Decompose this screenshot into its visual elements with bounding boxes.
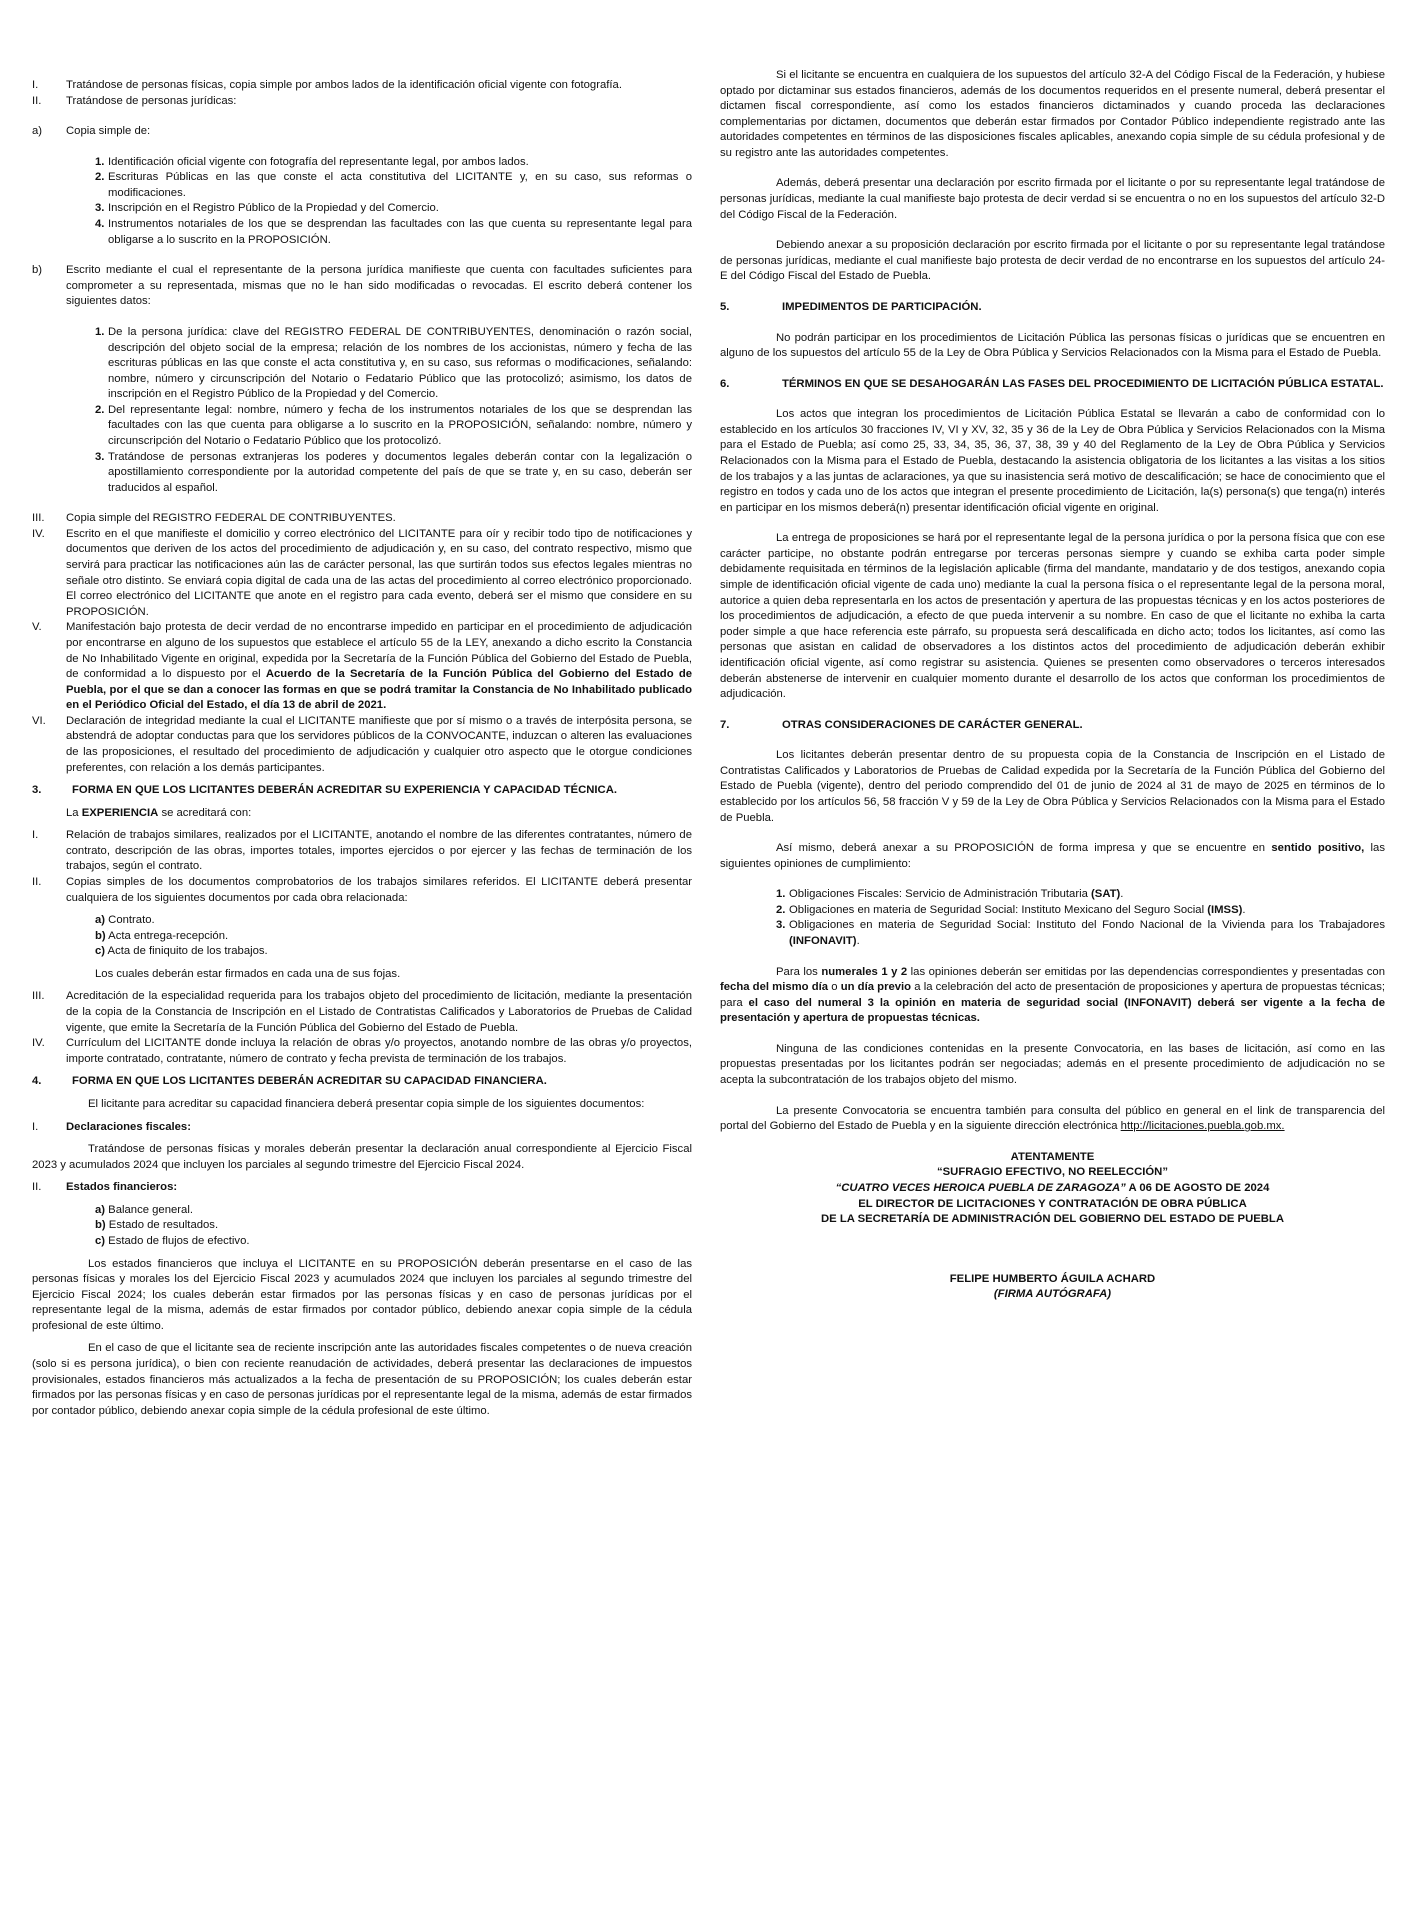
s7-paragraph-2: Así mismo, deberá anexar a su PROPOSICIÓN de forma impresa y que se encuentre en sentido positivo, las siguientes opiniones de cumplimiento: xyxy=(720,842,1385,870)
s4-item-II: II. Estados financieros: xyxy=(32,1181,178,1194)
list-item: 3. Inscripción en el Registro Público de la Propiedad y del Comercio. xyxy=(95,202,439,215)
item-b: b) Escrito mediante el cual el representante de la persona jurídica manifieste que cuenta con facultades suficientes para comprometer a su representada, mismas que no le han sido modificadas o revocadas. El escrito deberá contener los siguientes datos: xyxy=(32,264,692,308)
list-item: 4. Instrumentos notariales de los que se desprendan las facultades con las que cuenta su representante legal para obligarse a lo suscrito en la PROPOSICIÓN. xyxy=(95,218,692,246)
section-3-heading: 3. FORMA EN QUE LOS LICITANTES DEBERÁN ACREDITAR SU EXPERIENCIA Y CAPACIDAD TÉCNICA. xyxy=(32,784,618,797)
left-column xyxy=(32,78,692,1419)
motto: “SUFRAGIO EFECTIVO, NO REELECCIÓN” xyxy=(937,1166,1168,1179)
section-4-heading: 4. FORMA EN QUE LOS LICITANTES DEBERÁN ACREDITAR SU CAPACIDAD FINANCIERA. xyxy=(32,1075,547,1088)
list-item: c) Estado de flujos de efectivo. xyxy=(95,1235,250,1247)
item-V: V. Manifestación bajo protesta de decir verdad de no encontrarse impedido en participar en el procedimiento de adjudicación por encontrarse en alguno de los supuestos que establece el artículo 55 de la LEY, anexando a dicho escrito la Constancia de No Inhabilitado Vigente en original, expedida por la Secretaría de la Función Pública del Gobierno del Estado de Puebla, de conformidad a lo dispuesto por el Acuerdo de la Secretaría de la Función Pública del Gobierno del Estado de Puebla, por el que se dan a conocer las formas en que se podrá tramitar la Constancia de No Inhabilitado publicado en el Periódico Oficial del Estado, el día 13 de abril de 2021. xyxy=(32,621,693,712)
item-III: III. Copia simple del REGISTRO FEDERAL DE CONTRIBUYENTES. xyxy=(32,512,396,525)
list-item: 3. Tratándose de personas extranjeras los poderes y documentos legales deberán contar con la legalización o apostillamiento correspondiente por la autoridad competente del país de que se trate y, en su caso, deberán ser traducidos al español. xyxy=(95,450,692,494)
section-6-heading: 6. TÉRMINOS EN QUE SE DESAHOGARÁN LAS FASES DEL PROCEDIMIENTO DE LICITACIÓN PÚBLICA ESTATAL. xyxy=(720,377,1384,390)
list-item: 2. Del representante legal: nombre, número y fecha de los instrumentos notariales de los que se desprendan las facultades con las que cuenta para obligarse a lo suscrito en la PROPOSICIÓN, señalando: nombre, número y circunscripción del Notario o Fedatario Público que los protocolizó. xyxy=(95,403,692,447)
s3-item-II: II. Copias simples de los documentos comprobatorios de los trabajos similares referidos. El LICITANTE deberá presentar cualquiera de los siguientes documentos por cada obra relacionada: xyxy=(32,876,692,904)
s4-item-I: I. Declaraciones fiscales: xyxy=(32,1120,191,1133)
list-item: c) Acta de finiquito de los trabajos. xyxy=(95,945,268,958)
s4-paragraph-2: En el caso de que el licitante sea de reciente inscripción ante las autoridades fiscales competentes o de nueva creación (solo si es persona jurídica), o bien con reciente reanudación de actividades, deberá presentar las declaraciones de impuestos provisionales, estados financieros más actualizados a la fecha de presentación de su PROPOSICIÓN; los cuales deberán estar firmados por las personas físicas y en caso de personas jurídicas por el representante legal de la misma, además de estar firmados por contador público, debiendo anexar copia simple de la cédula profesional de este último. xyxy=(32,1342,692,1417)
signer-title: EL DIRECTOR DE LICITACIONES Y CONTRATACIÓN DE OBRA PÚBLICA xyxy=(858,1197,1247,1210)
s4-intro: El licitante para acreditar su capacidad financiera deberá presentar copia simple de los siguientes documentos: xyxy=(88,1097,645,1110)
list-item: 3. Obligaciones en materia de Seguridad Social: Instituto del Fondo Nacional de la Vivienda para los Trabajadores (INFONAVIT). xyxy=(776,919,1385,948)
s3-item-I: I. Relación de trabajos similares, realizados por el LICITANTE, anotando el nombre de las diferentes contratantes, número de contrato, descripción de las obras, importes totales, importes ejercidos o por ejercer y las fechas de terminación de los trabajos, según el contrato. xyxy=(32,829,692,873)
list-item: 1. Identificación oficial vigente con fotografía del representante legal, por ambos lados. xyxy=(95,155,529,168)
item-VI: VI. Declaración de integridad mediante la cual el LICITANTE manifieste que por sí mismo o a través de interpósita persona, se abstendrá de adoptar conductas para que los servidores públicos de la CONVOCANTE, induzcan o alteren las evaluaciones de las proposiciones, el resultado del procedimiento de adjudicación y cualquier otro aspecto que le otorgue condiciones preferentes, con relación a los demás participantes. xyxy=(32,714,692,774)
section-7-heading: 7. OTRAS CONSIDERACIONES DE CARÁCTER GENERAL. xyxy=(720,718,1083,731)
s7-paragraph-4: Ninguna de las condiciones contenidas en la presente Convocatoria, en las bases de licitación, así como en las propuestas presentadas por los licitantes podrán ser negociadas; además en el presente procedimiento de adjudicación no se acepta la subcontratación de los trabajos objeto del mismo. xyxy=(720,1042,1385,1087)
signature-note: (FIRMA AUTÓGRAFA) xyxy=(993,1288,1112,1301)
item-II: II. Tratándose de personas jurídicas: xyxy=(32,94,237,107)
s4-fiscal-text: Tratándose de personas físicas y morales deberán presentar la declaración anual correspondiente al Ejercicio Fiscal 2023 y acumulados 2024 que incluyen los parciales al segundo trimestre del Ejercicio Fiscal 2024. xyxy=(32,1143,692,1171)
s6-paragraph-1: Los actos que integran los procedimientos de Licitación Pública Estatal se llevarán a cabo de conformidad con lo establecido en los artículos 30 fracciones IV, VI y XV, 32, 35 y 36 de la Ley de Obra Pública y Servicios Relacionados con la Misma para el Estado de Puebla; así como 25, 33, 34, 35, 36, 37, 38, 39 y 40 del Reglamento de la Ley de Obra Pública y Servicios Relacionados con la Misma para el Estado de Puebla, destacando la asistencia obligatoria de los licitantes a las visitas a los sitios de los trabajos y a las juntas de aclaraciones, ya que su inasistencia será motivo de descalificación; se hace de conocimiento que el registro en todos y cada uno de los actos que integran el presente procedimiento de Licitación, la(s) persona(s) que tenga(n) interés en participar en los mismos deberá(n) presentar identificación oficial vigente en original. xyxy=(720,408,1385,514)
r-paragraph-1: Si el licitante se encuentra en cualquiera de los supuestos del artículo 32-A del Código Fiscal de la Federación, y hubiese optado por dictaminar sus estados financieros, además de los documentos requeridos en el presente numeral, deberá presentar el dictamen fiscal correspondiente, así como los estados financieros dictaminados y cuando proceda las declaraciones complementarias por dictamen, documentos que deberán estar firmados por Contador Público independiente registrado ante las autoridades competentes en términos de las disposiciones fiscales aplicables, anexando copia simple de su cédula profesional y de su registro ante las autoridades competentes. xyxy=(720,69,1385,159)
s7-paragraph-3: Para los numerales 1 y 2 las opiniones deberán ser emitidas por las dependencias correspondientes y presentadas con fecha del mismo día o un día previo a la celebración del acto de presentación de proposiciones y apertura de propuestas técnicas; para el caso del numeral 3 la opinión en materia de seguridad social (INFONAVIT) deberá ser vigente a la fecha de presentación y apertura de propuestas técnicas. xyxy=(720,965,1386,1025)
list-item: 1. De la persona jurídica: clave del REGISTRO FEDERAL DE CONTRIBUYENTES, denominación o razón social, descripción del objeto social de la empresa; relación de los nombres de los accionistas, número y fecha de las escrituras públicas en las que conste el acta constitutiva y, en su caso, sus reformas o modificaciones, señalando: nombre, número y circunscripción del Notario o Fedatario Público que las protocolizó; asimismo, los datos de inscripción en el Registro Público de la Propiedad y del Comercio. xyxy=(95,325,692,401)
list-item: a) Balance general. xyxy=(95,1203,193,1216)
list-item: a) Contrato. xyxy=(95,914,155,927)
closing-salutation: ATENTAMENTE xyxy=(1010,1150,1095,1163)
list-item: 2. Obligaciones en materia de Seguridad Social: Instituto Mexicano del Seguro Social (IMSS). xyxy=(776,903,1246,916)
right-column xyxy=(720,68,1385,1303)
s7-paragraph-5: La presente Convocatoria se encuentra también para consulta del público en general en el link de transparencia del portal del Gobierno del Estado de Puebla y en la siguiente dirección electrónica http://licitaciones.puebla.gob.mx. xyxy=(720,1104,1385,1133)
list-item: 1. Obligaciones Fiscales: Servicio de Administración Tributaria (SAT). xyxy=(776,888,1124,901)
r-paragraph-3: Debiendo anexar a su proposición declaración por escrito firmada por el licitante o por su representante legal tratándose de personas jurídicas, mediante el cual manifieste bajo protesta de decir verdad de no encontrarse en los supuestos del artículo 24-E del Código Fiscal del Estado de Puebla. xyxy=(720,239,1385,283)
experience-intro: La EXPERIENCIA se acreditará con: xyxy=(66,806,252,819)
s3-item-IV: IV. Currículum del LICITANTE donde incluya la relación de obras y/o proyectos, anotando nombre de las obras y/o proyectos, importe contratado, contratante, número de contrato y fecha prevista de terminación de los trabajos. xyxy=(32,1037,692,1065)
item-I: I. Tratándose de personas físicas, copia simple por ambos lados de la identificación oficial vigente con fotografía. xyxy=(32,79,622,91)
r-paragraph-2: Además, deberá presentar una declaración por escrito firmada por el licitante o por su representante legal tratándose de personas jurídicas, mediante la cual manifieste bajo protesta de decir verdad si se encuentra o no en los supuestos del artículo 32-D del Código Fiscal de la Federación. xyxy=(720,177,1385,221)
transparency-link[interactable]: http://licitaciones.puebla.gob.mx. xyxy=(1120,1120,1285,1133)
signature-block xyxy=(720,1150,1385,1303)
section-5-heading: 5. IMPEDIMENTOS DE PARTICIPACIÓN. xyxy=(720,300,982,313)
place-date: “CUATRO VECES HEROICA PUEBLA DE ZARAGOZA” A 06 DE AGOSTO DE 2024 xyxy=(835,1181,1270,1194)
list-item: b) Estado de resultados. xyxy=(95,1219,219,1232)
list-item: 2. Escrituras Públicas en las que conste el acta constitutiva del LICITANTE y, en su caso, sus reformas o modificaciones. xyxy=(95,171,692,199)
s5-text: No podrán participar en los procedimientos de Licitación Pública las personas físicas o jurídicas que se encuentren en alguno de los supuestos del artículo 55 de la Ley de Obra Pública y Servicios Relacionados con la Misma para el Estado de Puebla. xyxy=(720,331,1385,360)
signer-name: FELIPE HUMBERTO ÁGUILA ACHARD xyxy=(949,1272,1156,1285)
item-IV: IV. Escrito en el que manifieste el domicilio y correo electrónico del LICITANTE para oír y recibir todo tipo de notificaciones y documentos que deriven de los actos del procedimiento de adjudicación y, en su caso, del contrato respectivo, mismo que servirá para practicar las notificaciones aún las de carácter personal, las que surtirán todos sus efectos legales mientras no señale otro distinto. Se enviará copia digital de cada una de las actas del procedimiento al correo electrónico proporcionado. El correo electrónico del LICITANTE que anote en el registro para cada evento, deberá ser el mismo que considere en su PROPOSICIÓN. xyxy=(32,527,692,618)
s3-item-III: III. Acreditación de la especialidad requerida para los trabajos objeto del procedimiento de licitación, mediante la presentación de la copia de la Constancia de Inscripción en el Listado de Contratistas Calificados y Laboratorios de Pruebas de Calidad vigente, que emite la Secretaría de la Función Pública del Gobierno del Estado de Puebla. xyxy=(32,990,692,1034)
list-item: b) Acta entrega-recepción. xyxy=(95,929,229,942)
item-a: a) Copia simple de: xyxy=(32,125,151,138)
s7-paragraph-1: Los licitantes deberán presentar dentro de su propuesta copia de la Constancia de Inscripción en el Listado de Contratistas Calificados y Laboratorios de Pruebas de Calidad expedida por la Secretaría de la Función Pública del Gobierno del Estado de Puebla (vigente), dentro del periodo comprendido del 01 de junio de 2024 al 31 de mayo de 2025 en términos de lo establecido por los artículos 56, 58 fracción V y 59 de la Ley de Obra Pública y Servicios Relacionados con la Misma para el Estado de Puebla. xyxy=(720,749,1385,824)
s4-paragraph-1: Los estados financieros que incluya el LICITANTE en su PROPOSICIÓN deberán presentarse en el caso de las personas físicas y morales los del Ejercicio Fiscal 2023 y acumulados 2024 que incluyen los parciales al segundo trimestre del Ejercicio Fiscal 2024; los cuales deberán estar firmados por las personas físicas y en caso de personas jurídicas por el representante legal de la misma, además de estar firmados por contador público, debiendo anexar copia simple de la cédula profesional de este último. xyxy=(32,1257,692,1332)
s6-paragraph-2: La entrega de proposiciones se hará por el representante legal de la persona jurídica o por la persona física que con ese carácter participe, no obstante podrán entregarse por terceras personas siempre y cuando se exhiba carta poder simple debidamente requisitada en términos de la legislación aplicable (firma del mandante, mandatario y de dos testigos, anexando copia simple de identificación oficial vigente de cada uno) mediante la cual la persona física o el representante legal de la persona moral, autorice a quien deba representarla en los actos de presentación y apertura de las propuestas técnicas y en los actos posteriores de los procedimientos de adjudicación, a efecto de que pueda intervenir a su nombre. En caso de que el licitante no exhiba la carta poder simple a que hace referencia este párrafo, su propuesta será descalificada en dicho acto; todos los licitantes, así como las personas que asistan en calidad de observadores a los distintos actos del procedimiento de adjudicación deberán exhibir identificación oficial vigente, así como registrar su asistencia. Quienes se presenten como observadores o terceros interesados deberán abstenerse de intervenir en cualquier momento durante el desarrollo de los actos que conforman los procedimientos de adjudicación. xyxy=(720,532,1385,701)
signed-note: Los cuales deberán estar firmados en cada una de sus fojas. xyxy=(95,967,401,980)
signer-department: DE LA SECRETARÍA DE ADMINISTRACIÓN DEL GOBIERNO DEL ESTADO DE PUEBLA xyxy=(821,1213,1284,1226)
